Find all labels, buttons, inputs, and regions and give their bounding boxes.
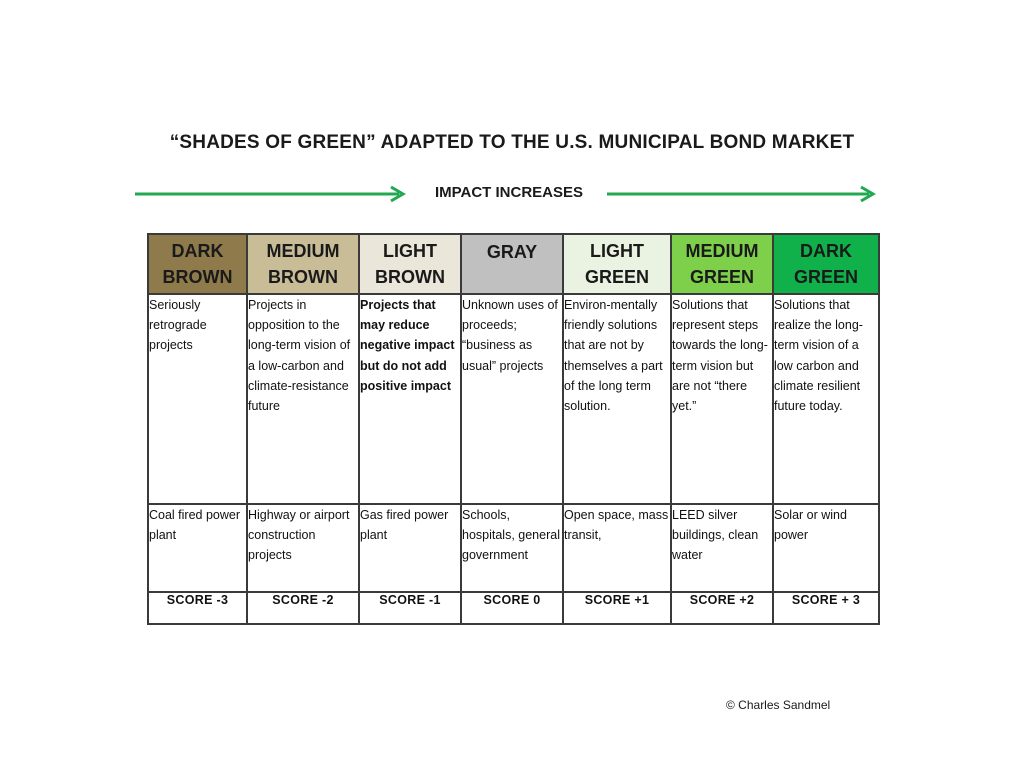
score-cell: SCORE +2	[671, 592, 773, 624]
header-light-green: LIGHT GREEN	[563, 234, 671, 294]
score-cell: SCORE + 3	[773, 592, 879, 624]
score-cell: SCORE 0	[461, 592, 563, 624]
description-cell: Solutions that represent steps towards the long-term vision but are not “there yet.”	[671, 294, 773, 504]
example-cell: Solar or wind power	[773, 504, 879, 592]
header-dark-brown: DARK BROWN	[148, 234, 247, 294]
example-cell: Highway or airport construction projects	[247, 504, 359, 592]
example-cell: LEED silver buildings, clean water	[671, 504, 773, 592]
copyright-notice: © Charles Sandmel	[726, 698, 831, 712]
example-row	[148, 504, 879, 592]
description-cell: Environ-mentally friendly solutions that are not by themselves a part of the long term solution.	[563, 294, 671, 504]
header-dark-green: DARK GREEN	[773, 234, 879, 294]
page-title: “SHADES OF GREEN” ADAPTED TO THE U.S. MUNICIPAL BOND MARKET	[169, 132, 855, 153]
description-cell: Projects that may reduce negative impact but do not add positive impact	[359, 294, 461, 504]
header-row	[148, 234, 879, 294]
example-cell: Open space, mass transit,	[563, 504, 671, 592]
impact-arrow-row	[135, 180, 877, 208]
description-cell: Solutions that realize the long-term vision of a low carbon and climate resilient future today.	[773, 294, 879, 504]
impact-label: IMPACT INCREASES	[434, 184, 584, 201]
description-cell: Projects in opposition to the long-term vision of a low-carbon and climate-resistance future	[247, 294, 359, 504]
shades-of-green-table	[147, 233, 880, 625]
description-row	[148, 294, 879, 504]
arrow-right-icon	[135, 184, 411, 204]
header-medium-brown: MEDIUM BROWN	[247, 234, 359, 294]
description-cell: Unknown uses of proceeds; “business as usual” projects	[461, 294, 563, 504]
header-medium-green: MEDIUM GREEN	[671, 234, 773, 294]
score-cell: SCORE -1	[359, 592, 461, 624]
arrow-right-icon	[607, 184, 877, 204]
example-cell: Schools, hospitals, general government	[461, 504, 563, 592]
description-cell: Seriously retrograde projects	[148, 294, 247, 504]
score-cell: SCORE -3	[148, 592, 247, 624]
score-cell: SCORE +1	[563, 592, 671, 624]
score-row	[148, 592, 879, 624]
header-light-brown: LIGHT BROWN	[359, 234, 461, 294]
header-gray: GRAY	[461, 234, 563, 294]
example-cell: Gas fired power plant	[359, 504, 461, 592]
score-cell: SCORE -2	[247, 592, 359, 624]
example-cell: Coal fired power plant	[148, 504, 247, 592]
